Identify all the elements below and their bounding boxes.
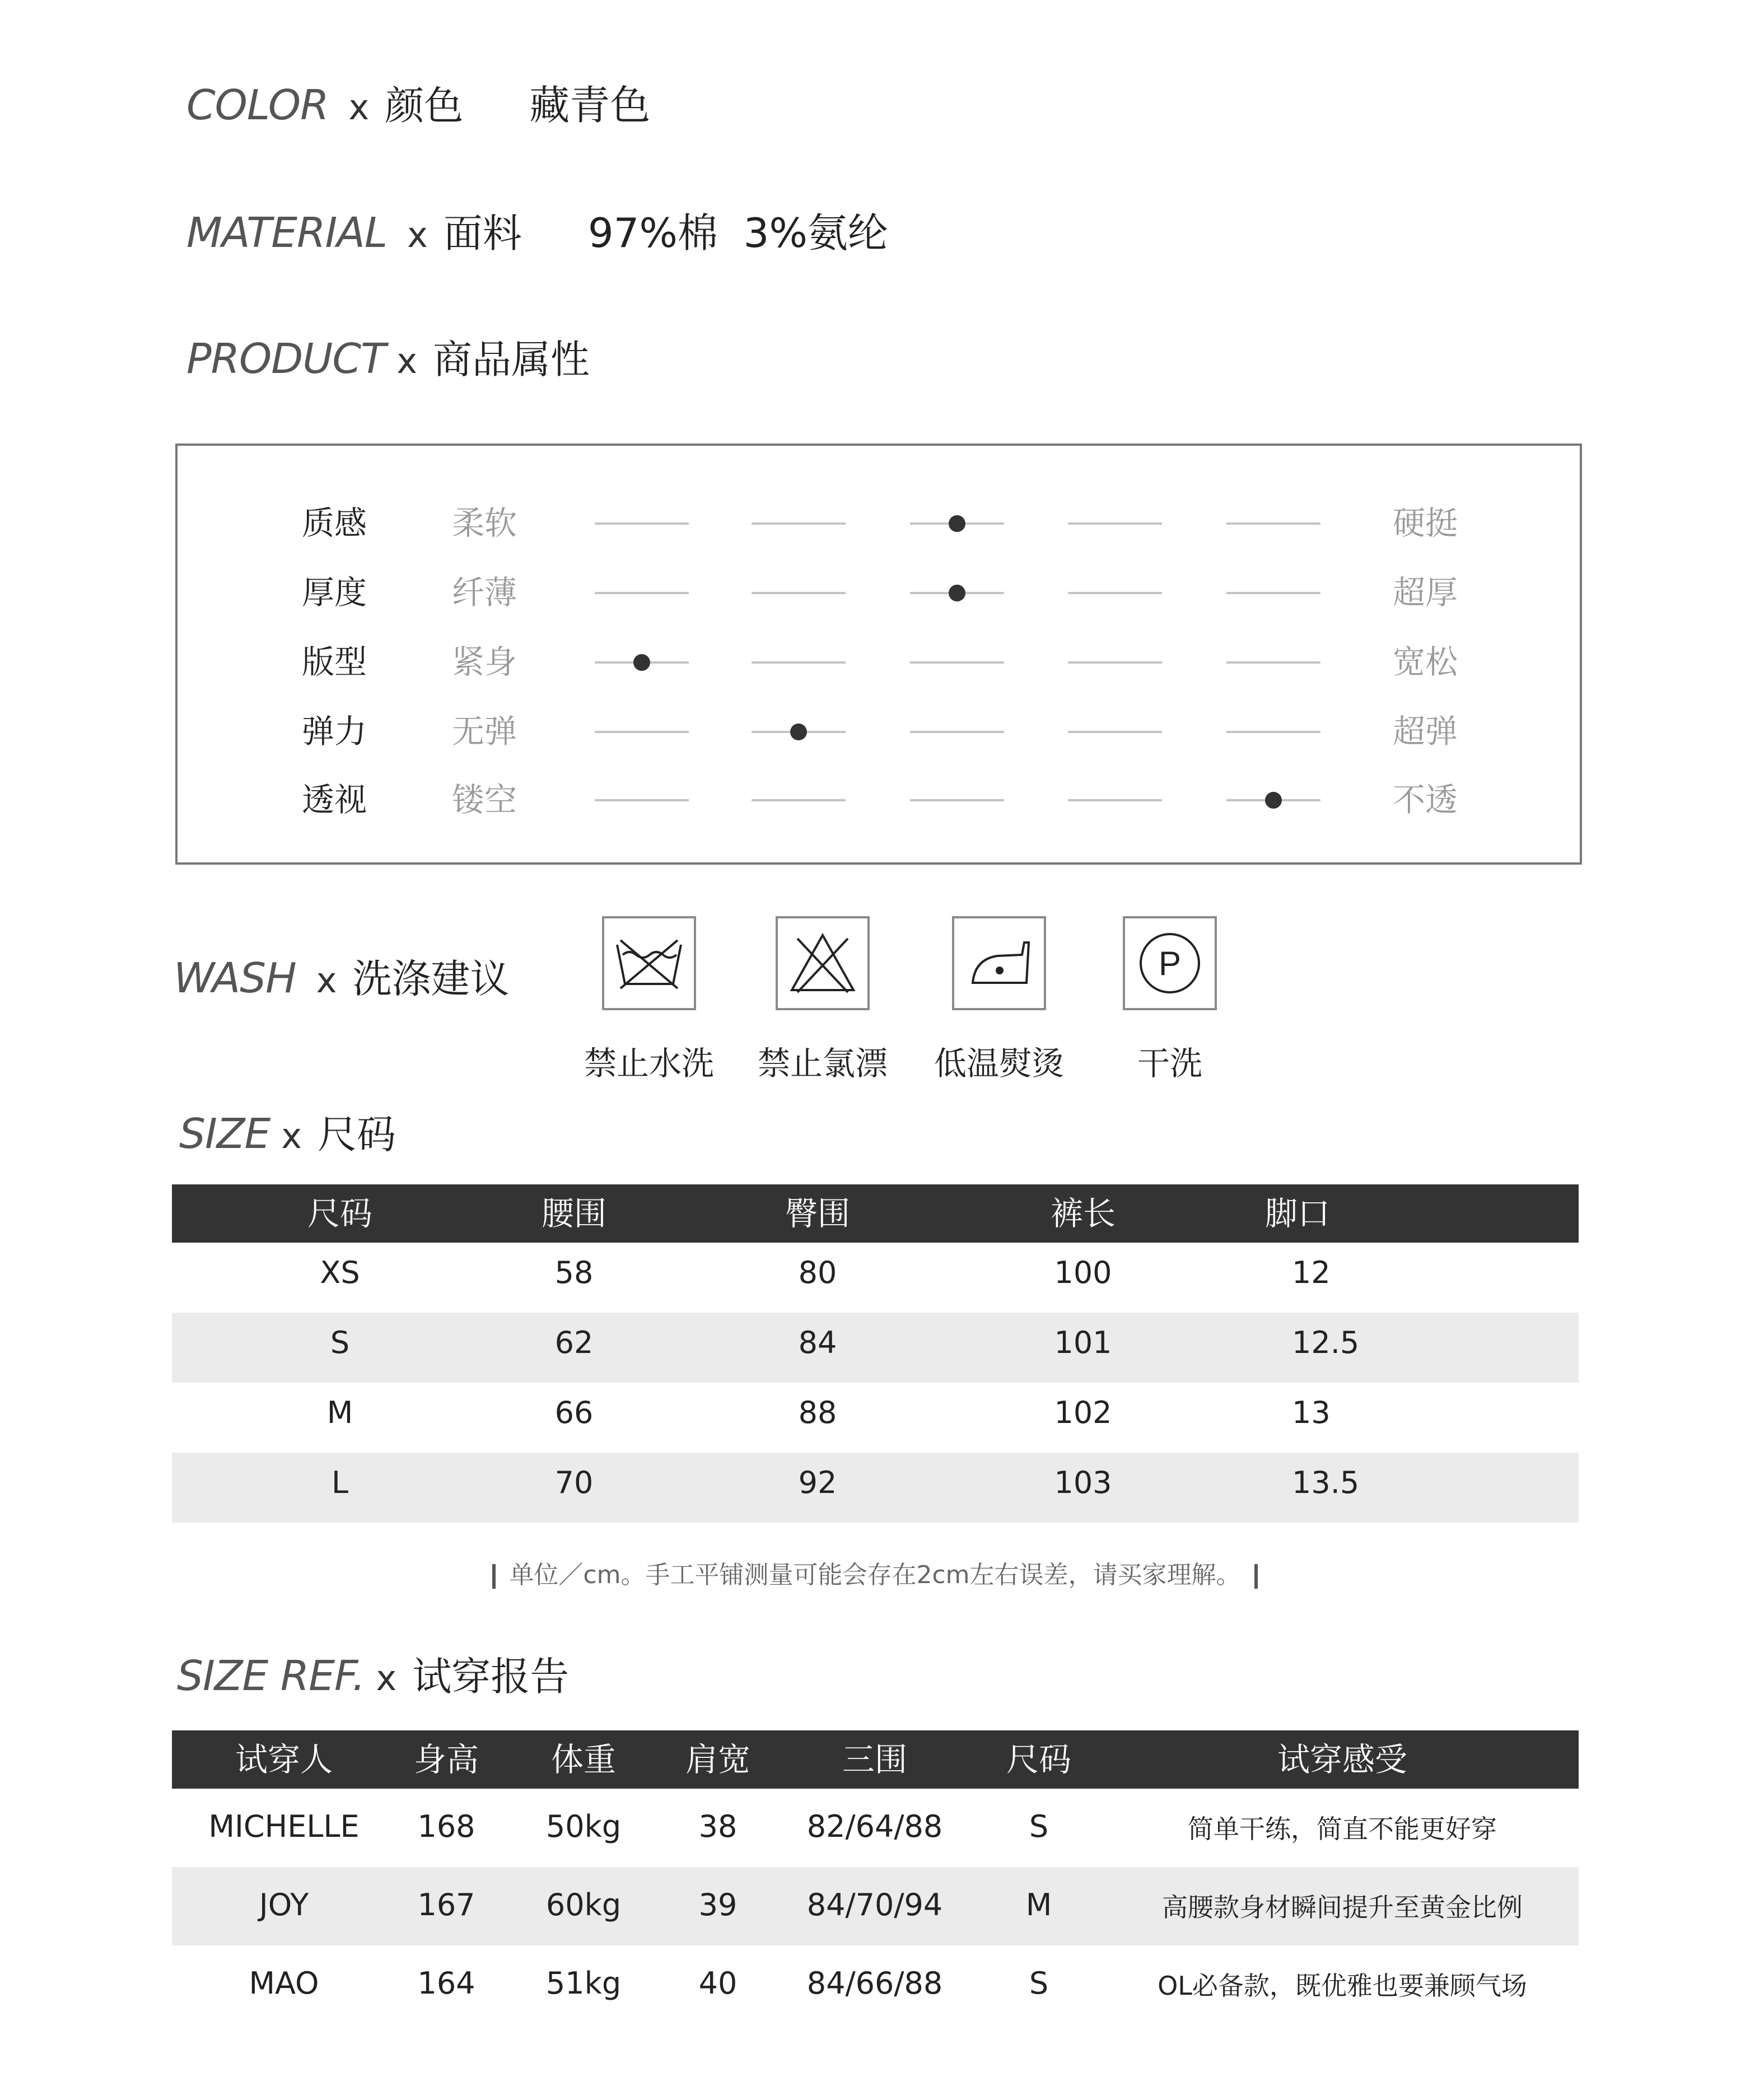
ref-table-row <box>172 1867 1579 1945</box>
size-cell: 58 <box>554 1255 594 1290</box>
product-label-en: PRODUCT <box>186 335 386 383</box>
attribute-row <box>178 634 1580 690</box>
measurement-note <box>0 1555 1750 1590</box>
attribute-max-label: 宽松 <box>1393 643 1458 681</box>
color-label-cn: 颜色 <box>385 83 464 129</box>
attribute-min-label: 紧身 <box>452 643 517 681</box>
attribute-name: 厚度 <box>302 573 367 612</box>
ref-header-cell: 体重 <box>550 1740 617 1779</box>
size-table-row <box>172 1243 1579 1313</box>
size-ref-table-header <box>172 1730 1579 1789</box>
scale-segment <box>595 731 689 733</box>
ref-header-cell: 身高 <box>413 1740 479 1779</box>
scale-segment <box>910 731 1004 733</box>
scale-segment <box>1068 731 1162 733</box>
ref-header-cell: 肩宽 <box>685 1740 751 1779</box>
ref-cell: OL必备款，既优雅也要兼顾气场 <box>1158 1971 1527 2001</box>
product-label-cn: 商品属性 <box>433 337 590 382</box>
size-cell: 13.5 <box>1292 1465 1360 1500</box>
ref-cell: 简单干练，简直不能更好穿 <box>1188 1814 1497 1844</box>
attribute-min-label: 柔软 <box>452 504 517 542</box>
attribute-max-label: 超弹 <box>1393 712 1458 750</box>
scale-segment <box>1226 522 1320 525</box>
size-cell: 100 <box>1054 1255 1112 1290</box>
attribute-name: 质感 <box>302 504 367 542</box>
attribute-row <box>178 703 1580 759</box>
attribute-name: 弹力 <box>302 712 367 750</box>
ref-cell: 168 <box>417 1809 475 1844</box>
size-cell: 62 <box>554 1325 594 1360</box>
ref-cell: MAO <box>249 1966 319 2001</box>
scale-segment <box>1226 731 1320 733</box>
material-label-cn: 面料 <box>443 211 522 256</box>
size-row <box>179 1103 396 1160</box>
attribute-name: 透视 <box>302 781 367 819</box>
scale-segment <box>1068 661 1162 664</box>
size-cell: M <box>326 1395 353 1430</box>
scale-segment <box>1226 661 1320 664</box>
ref-cell: 39 <box>698 1887 738 1922</box>
ref-header-cell: 三围 <box>842 1740 908 1779</box>
size-table-row <box>172 1383 1579 1453</box>
size-table-header <box>172 1184 1579 1243</box>
ref-cell: 82/64/88 <box>806 1809 943 1844</box>
ref-cell: 38 <box>698 1809 738 1844</box>
size-header-cell: 臀围 <box>785 1194 851 1233</box>
size-cell: 66 <box>554 1395 594 1430</box>
size-cell: 80 <box>798 1255 837 1290</box>
ref-table-row <box>172 1945 1579 2024</box>
attribute-row <box>178 495 1580 551</box>
color-x: x <box>348 87 370 128</box>
ref-header-cell: 试穿人 <box>235 1740 333 1779</box>
size-cell: 101 <box>1054 1325 1112 1360</box>
product-row <box>186 328 590 385</box>
scale-segment <box>752 661 846 664</box>
size-cell: S <box>330 1325 350 1360</box>
scale-segment <box>752 799 846 801</box>
ref-cell: 164 <box>417 1966 475 2001</box>
scale-segment <box>595 799 689 801</box>
material-row <box>186 200 888 259</box>
wash-label-low-iron: 低温熨烫 <box>934 1044 1064 1082</box>
scale-segment <box>595 592 689 594</box>
note-bar-right <box>1254 1564 1258 1589</box>
color-row <box>186 73 650 131</box>
wash-label-no-bleach: 禁止氯漂 <box>757 1044 888 1082</box>
scale-segment <box>1068 522 1162 525</box>
size-ref-table <box>172 1730 1579 2055</box>
note-text: 单位／cm。手工平铺测量可能会存在2cm左右误差，请买家理解。 <box>509 1561 1241 1589</box>
size-cell: XS <box>320 1255 360 1290</box>
ref-header-cell: 试穿感受 <box>1277 1740 1408 1779</box>
ref-cell: JOY <box>259 1887 309 1922</box>
size-header-cell: 脚口 <box>1264 1194 1331 1233</box>
ref-cell: S <box>1029 1809 1049 1844</box>
scale-marker <box>790 724 807 740</box>
size-ref-label-cn: 试穿报告 <box>412 1654 570 1700</box>
wash-label-no-wash: 禁止水洗 <box>584 1044 714 1082</box>
dry-clean-symbol: P <box>1158 945 1182 982</box>
size-ref-label-en: SIZE REF. <box>177 1652 365 1700</box>
attribute-panel <box>175 444 1582 865</box>
material-label-en: MATERIAL <box>186 209 388 257</box>
ref-cell: MICHELLE <box>208 1809 360 1844</box>
size-table-row <box>172 1453 1579 1523</box>
size-cell: 12 <box>1292 1255 1331 1290</box>
attribute-min-label: 纤薄 <box>452 573 517 612</box>
ref-cell: S <box>1029 1966 1049 2001</box>
size-x: x <box>281 1116 302 1156</box>
color-value: 藏青色 <box>529 82 651 129</box>
ref-header-cell: 尺码 <box>1006 1740 1072 1779</box>
attribute-name: 版型 <box>302 643 367 681</box>
size-cell: 13 <box>1292 1395 1331 1430</box>
scale-segment <box>752 592 846 594</box>
material-value: 97%棉 3%氨纶 <box>587 209 888 256</box>
material-x: x <box>407 214 428 255</box>
scale-segment <box>1226 592 1320 594</box>
size-cell: 12.5 <box>1292 1325 1360 1360</box>
ref-cell: 84/70/94 <box>806 1887 943 1922</box>
size-cell: 88 <box>798 1395 837 1430</box>
ref-cell: 60kg <box>545 1887 622 1922</box>
ref-table-row <box>172 1789 1579 1867</box>
size-cell: L <box>331 1465 349 1500</box>
attribute-min-label: 无弹 <box>452 712 517 750</box>
attribute-row <box>178 772 1580 828</box>
scale-marker <box>633 654 650 671</box>
no-bleach-icon <box>776 916 870 1010</box>
product-x: x <box>396 340 418 381</box>
size-ref-row <box>177 1645 569 1702</box>
wash-label-en: WASH <box>174 954 296 1002</box>
size-label-en: SIZE <box>179 1110 270 1158</box>
size-header-cell: 腰围 <box>541 1194 607 1233</box>
wash-label-dry-clean: 干洗 <box>1137 1044 1202 1082</box>
scale-segment <box>1068 592 1162 594</box>
size-header-cell: 裤长 <box>1050 1194 1116 1233</box>
size-label-cn: 尺码 <box>317 1112 396 1158</box>
ref-cell: 167 <box>417 1887 475 1922</box>
size-cell: 84 <box>798 1325 837 1360</box>
ref-cell: 84/66/88 <box>806 1966 943 2001</box>
scale-segment <box>595 522 689 525</box>
attribute-max-label: 不透 <box>1393 781 1458 819</box>
scale-segment <box>752 522 846 525</box>
scale-marker <box>1265 792 1282 809</box>
attribute-max-label: 硬挺 <box>1393 504 1458 542</box>
attribute-min-label: 镂空 <box>452 781 517 819</box>
no-wash-icon <box>602 916 696 1010</box>
ref-cell: 51kg <box>545 1966 622 2001</box>
size-ref-x: x <box>376 1658 397 1698</box>
ref-cell: 50kg <box>545 1809 622 1844</box>
size-header-cell: 尺码 <box>307 1194 373 1233</box>
scale-marker <box>949 585 965 601</box>
size-table-row <box>172 1313 1579 1383</box>
size-cell: 92 <box>798 1465 837 1500</box>
scale-segment <box>1068 799 1162 801</box>
ref-cell: 高腰款身材瞬间提升至黄金比例 <box>1162 1892 1523 1922</box>
ref-cell: M <box>1025 1887 1052 1922</box>
ref-cell: 40 <box>698 1966 738 2001</box>
wash-row <box>174 948 509 1004</box>
scale-marker <box>949 515 965 532</box>
low-iron-icon <box>952 916 1046 1010</box>
dry-clean-icon <box>1123 916 1217 1010</box>
size-cell: 70 <box>554 1465 594 1500</box>
attribute-max-label: 超厚 <box>1393 573 1458 612</box>
note-bar-left <box>492 1564 496 1589</box>
attribute-row <box>178 564 1580 620</box>
size-table <box>172 1184 1579 1526</box>
wash-label-cn: 洗涤建议 <box>352 956 510 1002</box>
size-cell: 103 <box>1054 1465 1112 1500</box>
size-cell: 102 <box>1054 1395 1112 1430</box>
color-label-en: COLOR <box>186 81 329 129</box>
scale-segment <box>910 661 1004 664</box>
wash-x: x <box>316 960 337 1001</box>
scale-segment <box>910 799 1004 801</box>
